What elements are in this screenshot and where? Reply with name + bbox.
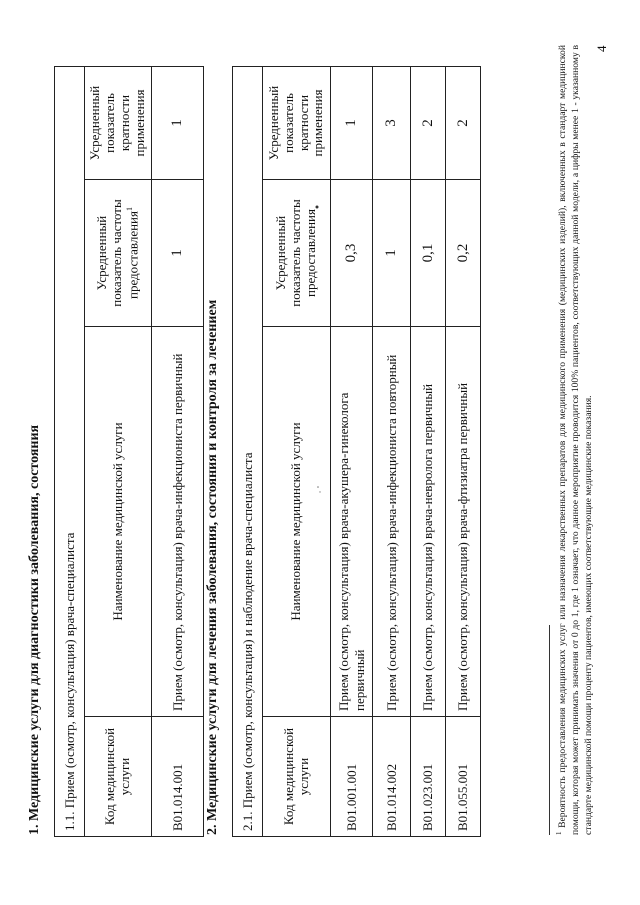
- frequency-value: 0,1: [411, 180, 446, 327]
- diagnostics-table: [54, 66, 204, 837]
- multiplicity-value: 1: [152, 66, 204, 179]
- header-code: Код медицинской услуги: [263, 717, 331, 837]
- section-2-heading: 2. Медицинские услуги для лечения заболевания, состояния и контроля за лечением: [205, 299, 220, 835]
- treatment-table: [232, 66, 481, 837]
- service-name: Прием (осмотр, консультация) врача-акушера-гинеколога первичный: [331, 327, 373, 717]
- frequency-value: 0,3: [331, 180, 373, 327]
- service-name: Прием (осмотр, консультация) врача-инфекциониста первичный: [152, 327, 204, 717]
- service-name: Прием (осмотр, консультация) врача-фтизиатра первичный: [446, 327, 481, 717]
- table-row: [373, 66, 411, 836]
- frequency-value: 1: [152, 180, 204, 327]
- service-code: B01.014.002: [373, 717, 411, 837]
- section-1-heading: 1. Медицинские услуги для диагностики заболевания, состояния: [27, 424, 42, 835]
- section-1-subheading: 1.1. Прием (осмотр, консультация) врача-специалиста: [55, 66, 85, 836]
- header-name: Наименование медицинской услуги: [263, 327, 331, 717]
- service-code: B01.014.001: [152, 717, 204, 837]
- frequency-value: 0,2: [446, 180, 481, 327]
- service-code: B01.055.001: [446, 717, 481, 837]
- subheading-row: [55, 66, 85, 836]
- table-row: [411, 66, 446, 836]
- footnote-marker: 1: [124, 207, 134, 211]
- multiplicity-value: 3: [373, 66, 411, 179]
- header-multiplicity: Усредненный показатель кратности применения: [263, 66, 331, 179]
- header-multiplicity: Усредненный показатель кратности применения: [85, 66, 152, 179]
- frequency-value: 1: [373, 180, 411, 327]
- table-row: [331, 66, 373, 836]
- service-name: Прием (осмотр, консультация) врача-инфекциониста повторный: [373, 327, 411, 717]
- table-row: [446, 66, 481, 836]
- footnote-number: 1: [555, 831, 563, 835]
- multiplicity-value: 2: [411, 66, 446, 179]
- footnote: [555, 45, 595, 835]
- header-row: [263, 66, 331, 836]
- service-code: B01.001.001: [331, 717, 373, 837]
- page-number: 4: [594, 45, 609, 52]
- subheading-row: [233, 66, 263, 836]
- header-frequency: Усредненный показатель частоты предоставления$^1$: [85, 180, 152, 327]
- section-2-subheading: 2.1. Прием (осмотр, консультация) и наблюдение врача-специалиста: [233, 66, 263, 836]
- service-code: B01.023.001: [411, 717, 446, 837]
- header-frequency: Усредненный показатель частоты предоставления: [263, 180, 331, 327]
- service-name: Прием (осмотр, консультация) врача-невролога первичный: [411, 327, 446, 717]
- table-row: [152, 66, 204, 836]
- multiplicity-value: 1: [331, 66, 373, 179]
- footnote-divider: [549, 625, 550, 835]
- header-name: Наименование медицинской услуги: [85, 327, 152, 717]
- header-row: [85, 66, 152, 836]
- footnote-text: Вероятность предоставления медицинских услуг или назначения лекарственных препаратов для медицинского применения (медицинских изделий), включенных в стандарт медицинской помощи, которая может принимать значения от 0 до 1, где 1 означает, что данное мероприятие проводится 100% пациентов, соответствующих данной модели, а цифры менее 1 - указанному в стандарте медицинской помощи проценту пациентов, имеющих соответствующие медицинские показания.: [557, 45, 594, 835]
- multiplicity-value: 2: [446, 66, 481, 179]
- header-code: Код медицинской услуги: [85, 717, 152, 837]
